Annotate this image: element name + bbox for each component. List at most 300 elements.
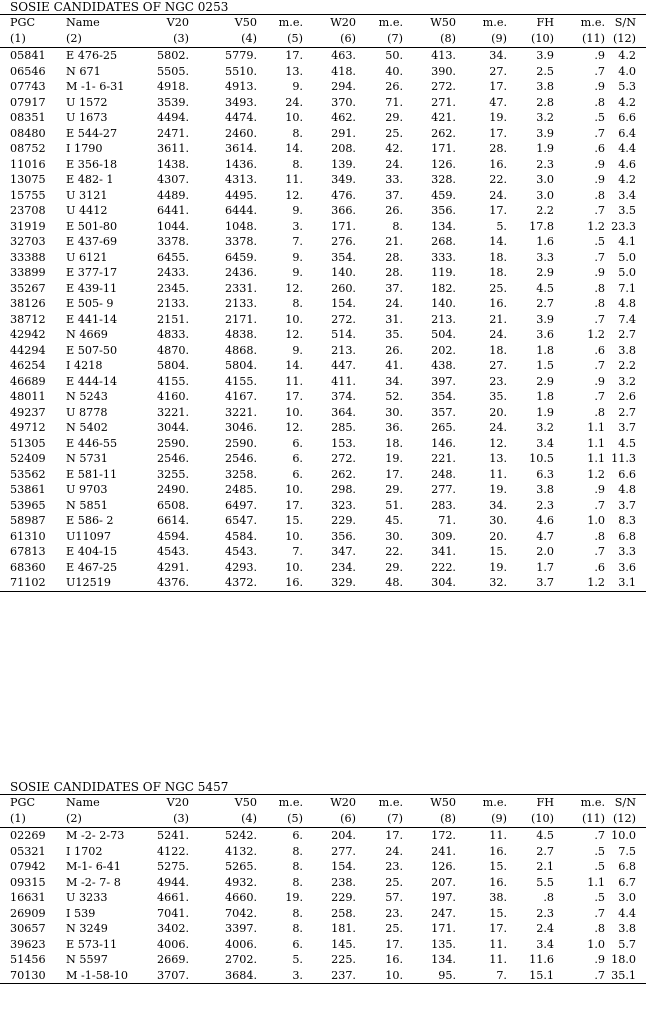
cell-me7: 29. bbox=[385, 111, 403, 124]
header-names-row bbox=[0, 15, 646, 31]
table-row bbox=[0, 296, 646, 312]
header-fh: FH bbox=[536, 16, 554, 29]
cell-me9: 27. bbox=[489, 359, 507, 372]
header-v20: (3) bbox=[173, 812, 189, 825]
table-row bbox=[0, 188, 646, 204]
cell-me5: 14. bbox=[285, 142, 303, 155]
cell-me7: 17. bbox=[385, 467, 403, 481]
cell-sn: 3.8 bbox=[618, 922, 636, 935]
cell-fh: 2.7 bbox=[536, 297, 554, 310]
table-row bbox=[0, 374, 646, 390]
cell-me11: .7 bbox=[594, 498, 605, 512]
cell-sn: 4.0 bbox=[618, 64, 636, 78]
cell-name: M-1- 6-41 bbox=[66, 860, 121, 873]
header-sn: S/N bbox=[614, 16, 636, 29]
header-w50: (8) bbox=[440, 812, 456, 825]
cell-v50: 6444. bbox=[224, 204, 257, 217]
cell-me11: .9 bbox=[594, 374, 605, 388]
cell-pgc: 06546 bbox=[10, 64, 46, 78]
cell-w20: 298. bbox=[331, 483, 356, 496]
cell-sn: 4.6 bbox=[618, 157, 636, 171]
cell-pgc: 70130 bbox=[10, 968, 46, 982]
cell-w20: 258. bbox=[331, 906, 356, 920]
cell-me5: 13. bbox=[285, 64, 303, 78]
cell-v20: 4661. bbox=[156, 891, 189, 904]
cell-name: E 439-11 bbox=[66, 281, 118, 295]
cell-me11: .8 bbox=[594, 188, 605, 202]
cell-me9: 15. bbox=[489, 545, 507, 558]
cell-sn: 3.8 bbox=[618, 343, 636, 357]
cell-sn: 6.7 bbox=[618, 875, 636, 889]
table-row bbox=[0, 937, 646, 953]
cell-me11: 1.1 bbox=[587, 436, 605, 450]
cell-fh: 1.8 bbox=[536, 343, 554, 357]
table-caption: SOSIE CANDIDATES OF NGC 0253 bbox=[10, 0, 229, 14]
header-w20: W20 bbox=[330, 16, 356, 29]
cell-v50: 3493. bbox=[224, 95, 257, 109]
cell-me11: 1.1 bbox=[587, 875, 605, 889]
cell-v20: 4006. bbox=[156, 937, 189, 951]
table-row bbox=[0, 844, 646, 860]
cell-v50: 6459. bbox=[224, 250, 257, 264]
cell-fh: 17.8 bbox=[529, 219, 554, 233]
cell-v50: 4372. bbox=[224, 576, 257, 589]
cell-me11: 1.2 bbox=[587, 328, 605, 341]
cell-w20: 204. bbox=[331, 829, 356, 842]
cell-me11: .5 bbox=[594, 844, 605, 858]
cell-name: M -2- 7- 8 bbox=[66, 875, 121, 889]
cell-fh: 1.7 bbox=[536, 560, 554, 574]
table-row bbox=[0, 281, 646, 297]
cell-w50: 390. bbox=[431, 64, 456, 78]
cell-me7: 31. bbox=[385, 312, 403, 326]
cell-v20: 5275. bbox=[156, 860, 189, 873]
cell-name: E 505- 9 bbox=[66, 297, 114, 310]
cell-sn: 18.0 bbox=[611, 953, 636, 966]
cell-name: N 5731 bbox=[66, 452, 108, 465]
cell-name: N 4669 bbox=[66, 328, 108, 341]
cell-sn: 4.4 bbox=[618, 142, 636, 155]
cell-v20: 2151. bbox=[156, 312, 189, 326]
cell-w50: 207. bbox=[431, 875, 456, 889]
cell-fh: 2.3 bbox=[536, 498, 554, 512]
cell-me11: .5 bbox=[594, 111, 605, 124]
cell-me5: 15. bbox=[285, 514, 303, 527]
cell-fh: 4.6 bbox=[536, 514, 554, 527]
table-row bbox=[0, 420, 646, 436]
cell-w20: 366. bbox=[331, 204, 356, 217]
cell-w20: 262. bbox=[331, 467, 356, 481]
header-pgc: PGC bbox=[10, 796, 36, 809]
cell-me7: 35. bbox=[385, 328, 403, 341]
header-me5: m.e. bbox=[278, 796, 303, 809]
cell-w20: 514. bbox=[331, 328, 356, 341]
cell-pgc: 38126 bbox=[10, 297, 46, 310]
header-v20: V20 bbox=[166, 16, 189, 29]
header-numbers-row bbox=[0, 811, 646, 827]
cell-me5: 6. bbox=[292, 829, 303, 842]
cell-v20: 4833. bbox=[156, 328, 189, 341]
cell-v50: 3221. bbox=[224, 405, 257, 419]
header-fh: (10) bbox=[531, 32, 554, 45]
cell-me9: 7. bbox=[496, 968, 507, 982]
cell-w50: 328. bbox=[431, 173, 456, 186]
cell-me7: 48. bbox=[385, 576, 403, 589]
cell-me9: 47. bbox=[489, 95, 507, 109]
cell-w20: 418. bbox=[331, 64, 356, 78]
cell-w50: 134. bbox=[431, 953, 456, 966]
cell-name: U 3233 bbox=[66, 891, 108, 904]
cell-v50: 4932. bbox=[224, 875, 257, 889]
cell-w50: 504. bbox=[431, 328, 456, 341]
table-row bbox=[0, 544, 646, 560]
cell-pgc: 07942 bbox=[10, 860, 46, 873]
cell-pgc: 39623 bbox=[10, 937, 46, 951]
cell-w50: 134. bbox=[431, 219, 456, 233]
cell-w20: 462. bbox=[331, 111, 356, 124]
cell-pgc: 31919 bbox=[10, 219, 46, 233]
cell-name: E 482- 1 bbox=[66, 173, 114, 186]
cell-me7: 51. bbox=[385, 498, 403, 512]
cell-pgc: 30657 bbox=[10, 922, 46, 935]
cell-me9: 17. bbox=[489, 922, 507, 935]
cell-me5: 9. bbox=[292, 266, 303, 279]
cell-name: U 6121 bbox=[66, 250, 108, 264]
cell-pgc: 53861 bbox=[10, 483, 46, 496]
cell-v20: 1438. bbox=[156, 157, 189, 171]
cell-v20: 3402. bbox=[156, 922, 189, 935]
cell-name: E 476-25 bbox=[66, 49, 118, 62]
cell-v20: 4291. bbox=[156, 560, 189, 574]
cell-me9: 27. bbox=[489, 64, 507, 78]
cell-me5: 8. bbox=[292, 297, 303, 310]
cell-w20: 139. bbox=[331, 157, 356, 171]
cell-me11: .5 bbox=[594, 860, 605, 873]
cell-me9: 19. bbox=[489, 111, 507, 124]
cell-name: U12519 bbox=[66, 576, 112, 589]
cell-me5: 14. bbox=[285, 359, 303, 372]
table-row bbox=[0, 95, 646, 111]
cell-w50: 126. bbox=[431, 157, 456, 171]
cell-v50: 4868. bbox=[224, 343, 257, 357]
cell-me7: 42. bbox=[385, 142, 403, 155]
cell-v20: 5804. bbox=[156, 359, 189, 372]
cell-v50: 4006. bbox=[224, 937, 257, 951]
cell-me7: 24. bbox=[385, 844, 403, 858]
cell-pgc: 51305 bbox=[10, 436, 46, 450]
cell-w50: 421. bbox=[431, 111, 456, 124]
header-name: (2) bbox=[66, 812, 82, 825]
cell-me7: 24. bbox=[385, 297, 403, 310]
header-w50: W50 bbox=[430, 16, 456, 29]
table-row bbox=[0, 110, 646, 126]
cell-pgc: 71102 bbox=[10, 576, 46, 589]
table-row bbox=[0, 157, 646, 173]
cell-w50: 357. bbox=[431, 405, 456, 419]
cell-me5: 12. bbox=[285, 421, 303, 434]
cell-v50: 2590. bbox=[224, 436, 257, 450]
cell-w50: 247. bbox=[431, 906, 456, 920]
cell-me7: 19. bbox=[385, 452, 403, 465]
table-row bbox=[0, 219, 646, 235]
cell-name: U 9703 bbox=[66, 483, 108, 496]
cell-me7: 22. bbox=[385, 545, 403, 558]
cell-me9: 16. bbox=[489, 875, 507, 889]
cell-w20: 154. bbox=[331, 860, 356, 873]
cell-me5: 9. bbox=[292, 80, 303, 93]
table-row bbox=[0, 312, 646, 328]
cell-fh: 3.6 bbox=[536, 328, 554, 341]
cell-me7: 34. bbox=[385, 374, 403, 388]
cell-me5: 8. bbox=[292, 157, 303, 171]
cell-me9: 23. bbox=[489, 374, 507, 388]
cell-name: I 539 bbox=[66, 906, 96, 920]
cell-me9: 20. bbox=[489, 529, 507, 543]
cell-sn: 4.4 bbox=[618, 906, 636, 920]
cell-me5: 8. bbox=[292, 922, 303, 935]
cell-me9: 17. bbox=[489, 204, 507, 217]
cell-me7: 25. bbox=[385, 875, 403, 889]
cell-w50: 140. bbox=[431, 297, 456, 310]
table-row bbox=[0, 405, 646, 421]
cell-me5: 8. bbox=[292, 860, 303, 873]
cell-me9: 32. bbox=[489, 576, 507, 589]
cell-fh: 3.4 bbox=[536, 436, 554, 450]
cell-pgc: 02269 bbox=[10, 829, 46, 842]
cell-fh: 3.7 bbox=[536, 576, 554, 589]
cell-w50: 171. bbox=[431, 142, 456, 155]
cell-pgc: 49237 bbox=[10, 405, 46, 419]
cell-w20: 145. bbox=[331, 937, 356, 951]
header-numbers-row bbox=[0, 31, 646, 47]
cell-pgc: 15755 bbox=[10, 188, 46, 202]
cell-sn: 7.5 bbox=[618, 844, 636, 858]
cell-v50: 5779. bbox=[224, 49, 257, 62]
cell-v20: 4543. bbox=[156, 545, 189, 558]
cell-name: M -1-58-10 bbox=[66, 968, 128, 982]
cell-w20: 356. bbox=[331, 529, 356, 543]
cell-w20: 238. bbox=[331, 875, 356, 889]
cell-w50: 271. bbox=[431, 95, 456, 109]
cell-me11: .8 bbox=[594, 922, 605, 935]
cell-me7: 37. bbox=[385, 281, 403, 295]
table-row bbox=[0, 327, 646, 343]
cell-pgc: 68360 bbox=[10, 560, 46, 574]
cell-w50: 146. bbox=[431, 436, 456, 450]
cell-me11: .8 bbox=[594, 405, 605, 419]
cell-sn: 2.2 bbox=[618, 359, 636, 372]
cell-pgc: 52409 bbox=[10, 452, 46, 465]
cell-w20: 213. bbox=[331, 343, 356, 357]
cell-v20: 2345. bbox=[156, 281, 189, 295]
cell-me11: .9 bbox=[594, 80, 605, 93]
cell-name: E 507-50 bbox=[66, 343, 118, 357]
table-row bbox=[0, 141, 646, 157]
cell-v20: 3255. bbox=[156, 467, 189, 481]
cell-me11: .9 bbox=[594, 157, 605, 171]
cell-w50: 438. bbox=[431, 359, 456, 372]
cell-sn: 5.3 bbox=[618, 80, 636, 93]
table-row bbox=[0, 358, 646, 374]
table-row bbox=[0, 265, 646, 281]
cell-w20: 354. bbox=[331, 250, 356, 264]
cell-me7: 30. bbox=[385, 405, 403, 419]
cell-me9: 19. bbox=[489, 483, 507, 496]
cell-w50: 356. bbox=[431, 204, 456, 217]
cell-w50: 126. bbox=[431, 860, 456, 873]
cell-fh: 2.3 bbox=[536, 906, 554, 920]
cell-v20: 4489. bbox=[156, 188, 189, 202]
cell-w20: 140. bbox=[331, 266, 356, 279]
cell-me5: 9. bbox=[292, 343, 303, 357]
cell-me5: 24. bbox=[285, 95, 303, 109]
cell-pgc: 32703 bbox=[10, 235, 46, 248]
cell-fh: 3.0 bbox=[536, 173, 554, 186]
cell-w20: 277. bbox=[331, 844, 356, 858]
cell-v50: 4495. bbox=[224, 188, 257, 202]
cell-me11: .9 bbox=[594, 266, 605, 279]
cell-sn: 3.0 bbox=[618, 891, 636, 904]
cell-v20: 3378. bbox=[156, 235, 189, 248]
cell-fh: 4.5 bbox=[536, 281, 554, 295]
cell-v50: 4132. bbox=[224, 844, 257, 858]
cell-w20: 294. bbox=[331, 80, 356, 93]
cell-v20: 4918. bbox=[156, 80, 189, 93]
cell-fh: 2.8 bbox=[536, 95, 554, 109]
table-caption: SOSIE CANDIDATES OF NGC 5457 bbox=[10, 780, 229, 794]
cell-me5: 11. bbox=[285, 173, 303, 186]
cell-w20: 208. bbox=[331, 142, 356, 155]
cell-fh: 4.7 bbox=[536, 529, 554, 543]
cell-me7: 50. bbox=[385, 49, 403, 62]
cell-fh: 2.3 bbox=[536, 157, 554, 171]
cell-v20: 2590. bbox=[156, 436, 189, 450]
cell-me11: .6 bbox=[594, 560, 605, 574]
cell-me9: 30. bbox=[489, 514, 507, 527]
header-me5: m.e. bbox=[278, 16, 303, 29]
table-row bbox=[0, 482, 646, 498]
cell-pgc: 38712 bbox=[10, 312, 46, 326]
cell-me11: .7 bbox=[594, 545, 605, 558]
table-row bbox=[0, 467, 646, 483]
table-row bbox=[0, 64, 646, 80]
header-w50: (8) bbox=[440, 32, 456, 45]
cell-me11: .7 bbox=[594, 359, 605, 372]
cell-v20: 7041. bbox=[156, 906, 189, 920]
cell-me5: 12. bbox=[285, 188, 303, 202]
cell-me5: 6. bbox=[292, 436, 303, 450]
cell-w20: 411. bbox=[331, 374, 356, 388]
cell-me5: 12. bbox=[285, 328, 303, 341]
header-me7: (7) bbox=[387, 32, 403, 45]
table-row bbox=[0, 234, 646, 250]
cell-v50: 2702. bbox=[224, 953, 257, 966]
cell-me9: 38. bbox=[489, 891, 507, 904]
cell-w50: 171. bbox=[431, 922, 456, 935]
header-me5: (5) bbox=[287, 812, 303, 825]
cell-fh: 3.2 bbox=[536, 111, 554, 124]
cell-v20: 3611. bbox=[156, 142, 189, 155]
cell-me5: 7. bbox=[292, 545, 303, 558]
cell-name: N 3249 bbox=[66, 922, 108, 935]
cell-w20: 347. bbox=[331, 545, 356, 558]
header-me11: m.e. bbox=[580, 796, 605, 809]
cell-me11: .6 bbox=[594, 343, 605, 357]
cell-v50: 5510. bbox=[224, 64, 257, 78]
header-sn: S/N bbox=[614, 796, 636, 809]
cell-sn: 4.2 bbox=[618, 173, 636, 186]
cell-name: E 501-80 bbox=[66, 219, 118, 233]
cell-me11: .7 bbox=[594, 64, 605, 78]
cell-v50: 2171. bbox=[224, 312, 257, 326]
header-w20: (6) bbox=[340, 812, 356, 825]
header-w20: (6) bbox=[340, 32, 356, 45]
cell-name: E 544-27 bbox=[66, 126, 118, 140]
cell-fh: 1.5 bbox=[536, 359, 554, 372]
cell-sn: 6.6 bbox=[618, 111, 636, 124]
cell-name: N 5851 bbox=[66, 498, 108, 512]
cell-v50: 2133. bbox=[224, 297, 257, 310]
cell-pgc: 33899 bbox=[10, 266, 46, 279]
cell-name: E 377-17 bbox=[66, 266, 118, 279]
table-row bbox=[0, 859, 646, 875]
cell-me9: 11. bbox=[489, 937, 507, 951]
cell-v20: 4944. bbox=[156, 875, 189, 889]
cell-me5: 10. bbox=[285, 560, 303, 574]
cell-me9: 34. bbox=[489, 49, 507, 62]
cell-me7: 23. bbox=[385, 906, 403, 920]
cell-sn: 4.2 bbox=[618, 95, 636, 109]
cell-me7: 40. bbox=[385, 64, 403, 78]
cell-v50: 3046. bbox=[224, 421, 257, 434]
cell-me9: 13. bbox=[489, 452, 507, 465]
cell-name: M -2- 2-73 bbox=[66, 829, 125, 842]
cell-pgc: 61310 bbox=[10, 529, 46, 543]
table-row bbox=[0, 436, 646, 452]
header-pgc: PGC bbox=[10, 16, 36, 29]
cell-pgc: 46689 bbox=[10, 374, 46, 388]
table-row bbox=[0, 875, 646, 891]
cell-v20: 3221. bbox=[156, 405, 189, 419]
header-w50: W50 bbox=[430, 796, 456, 809]
header-name: Name bbox=[66, 16, 100, 29]
cell-w50: 333. bbox=[431, 250, 456, 264]
header-w20: W20 bbox=[330, 796, 356, 809]
cell-w50: 71. bbox=[438, 514, 456, 527]
cell-w50: 304. bbox=[431, 576, 456, 589]
cell-fh: 3.4 bbox=[536, 937, 554, 951]
cell-sn: 11.3 bbox=[611, 452, 636, 465]
cell-v20: 6508. bbox=[156, 498, 189, 512]
cell-v20: 2669. bbox=[156, 953, 189, 966]
cell-me11: 1.1 bbox=[587, 421, 605, 434]
cell-fh: 2.1 bbox=[536, 860, 554, 873]
cell-name: I 4218 bbox=[66, 359, 103, 372]
cell-w50: 397. bbox=[431, 374, 456, 388]
cell-w20: 323. bbox=[331, 498, 356, 512]
cell-v50: 6547. bbox=[224, 514, 257, 527]
cell-me7: 28. bbox=[385, 250, 403, 264]
table-row bbox=[0, 79, 646, 95]
cell-name: I 1702 bbox=[66, 844, 103, 858]
cell-me5: 8. bbox=[292, 906, 303, 920]
cell-w50: 413. bbox=[431, 49, 456, 62]
cell-v20: 4155. bbox=[156, 374, 189, 388]
cell-me5: 17. bbox=[285, 498, 303, 512]
cell-sn: 2.6 bbox=[618, 390, 636, 403]
cell-w20: 447. bbox=[331, 359, 356, 372]
cell-pgc: 67813 bbox=[10, 545, 46, 558]
